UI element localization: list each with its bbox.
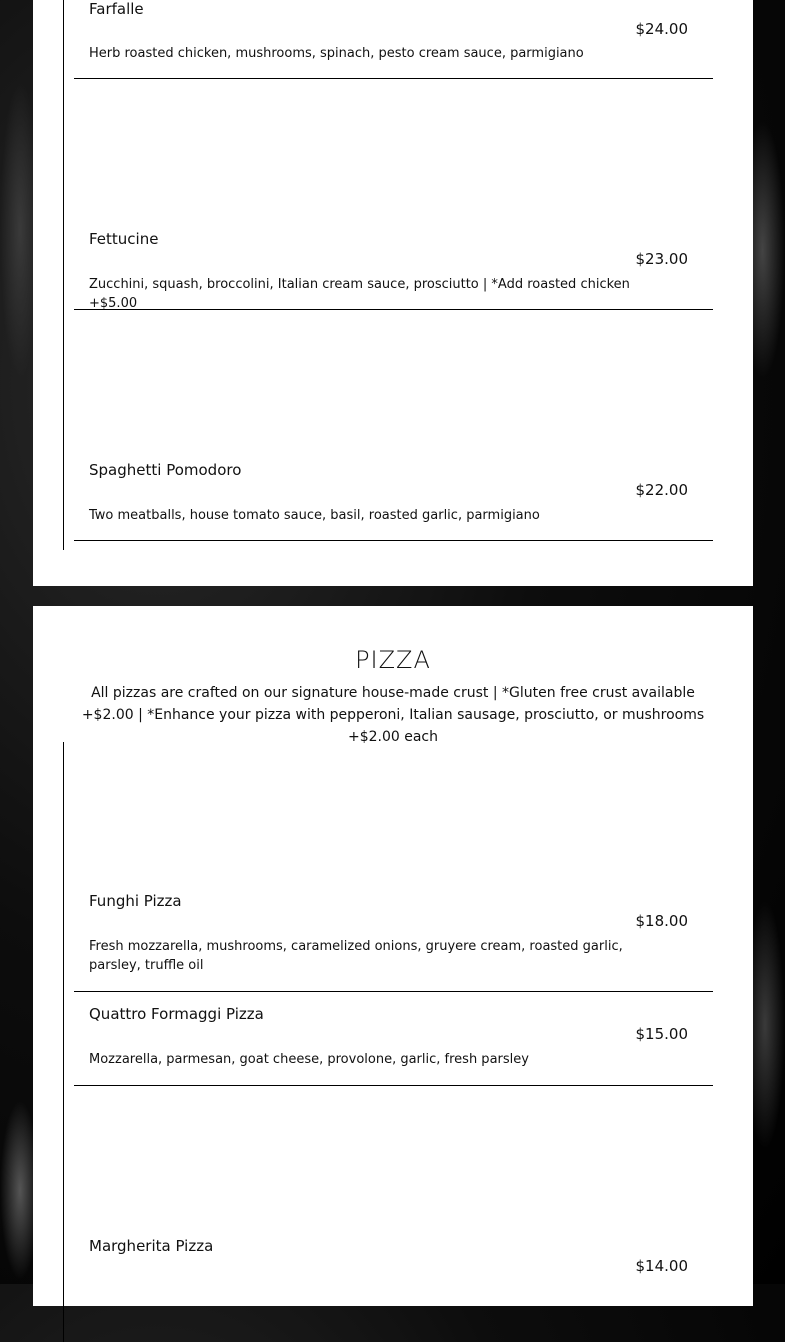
pasta-menu-section bbox=[33, 0, 753, 586]
item-description: Fresh mozzarella, mushrooms, caramelized onions, gruyere cream, roasted garlic, parsley, truffle oil bbox=[89, 939, 623, 973]
section-title: PIZZA bbox=[355, 646, 431, 674]
menu-item bbox=[74, 79, 713, 310]
pizza-menu-section bbox=[33, 606, 753, 1306]
item-description: Herb roasted chicken, mushrooms, spinach, pesto cream sauce, parmigiano bbox=[89, 46, 584, 61]
menu-item bbox=[74, 742, 713, 992]
item-name: Farfalle bbox=[89, 0, 144, 18]
section-divider-line bbox=[63, 742, 64, 1342]
item-name: Funghi Pizza bbox=[89, 892, 182, 910]
item-description: Zucchini, squash, broccolini, Italian cream sauce, prosciutto | *Add roasted chicken +$5.00 bbox=[89, 277, 630, 311]
item-price: $15.00 bbox=[635, 1025, 688, 1043]
item-price: $14.00 bbox=[635, 1257, 688, 1275]
item-name: Quattro Formaggi Pizza bbox=[89, 1005, 264, 1023]
section-subtitle: All pizzas are crafted on our signature house-made crust | *Gluten free crust available +$2.00 | *Enhance your pizza with pepperoni, Italian sausage, prosciutto, or mushrooms +$2.00 each bbox=[81, 685, 705, 745]
item-price: $18.00 bbox=[635, 912, 688, 930]
item-price: $23.00 bbox=[635, 250, 688, 268]
item-name: Margherita Pizza bbox=[89, 1237, 214, 1255]
menu-item bbox=[74, 1086, 713, 1316]
menu-item bbox=[74, 992, 713, 1086]
item-description: Mozzarella, parmesan, goat cheese, provolone, garlic, fresh parsley bbox=[89, 1052, 529, 1067]
item-price: $24.00 bbox=[635, 20, 688, 38]
item-description: Two meatballs, house tomato sauce, basil, roasted garlic, parmigiano bbox=[89, 508, 540, 523]
section-divider-line bbox=[63, 0, 64, 550]
item-name: Spaghetti Pomodoro bbox=[89, 461, 242, 479]
item-price: $22.00 bbox=[635, 481, 688, 499]
menu-item bbox=[74, 310, 713, 541]
item-name: Fettucine bbox=[89, 230, 159, 248]
menu-item bbox=[74, 0, 713, 79]
